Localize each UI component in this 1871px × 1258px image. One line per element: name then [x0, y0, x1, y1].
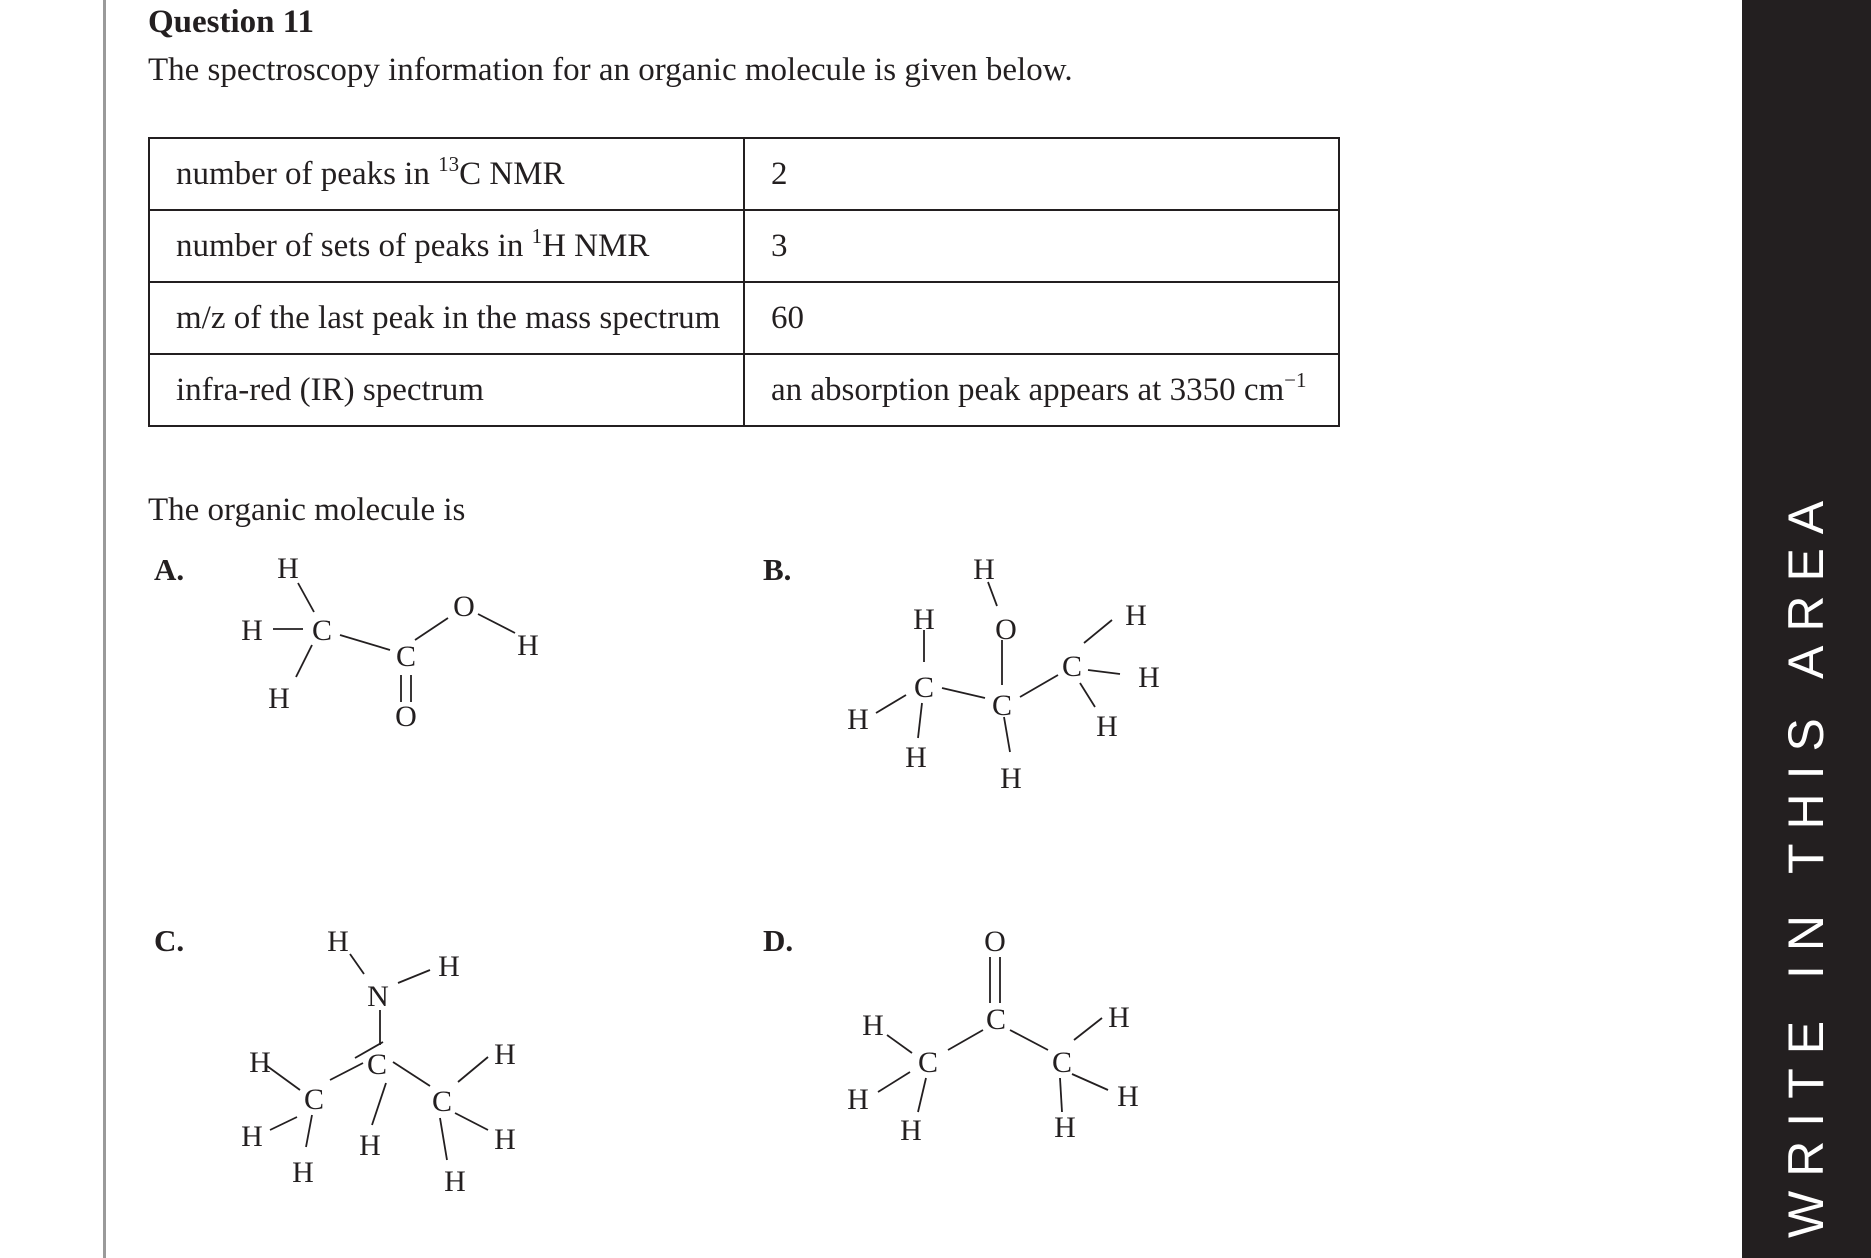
atom-label: H [905, 741, 927, 774]
atom-label: C [366, 1048, 388, 1081]
atom-label: H [359, 1129, 381, 1162]
atom-label: H [241, 1120, 263, 1153]
option-b-label[interactable]: B. [763, 552, 792, 587]
atom-label: H [438, 950, 460, 983]
atom-label: C [311, 614, 333, 647]
atom-label: H [292, 1156, 314, 1189]
atom-label: H [1000, 762, 1022, 795]
atom-label: H [1138, 661, 1160, 694]
atom-label: H [1096, 710, 1118, 743]
atom-label: C [991, 689, 1013, 722]
atom-label: H [517, 629, 539, 662]
row-value: 2 [744, 138, 1339, 210]
option-c-label[interactable]: C. [154, 923, 185, 958]
atom-label: C [1051, 1046, 1073, 1079]
molecule-c-structure[interactable] [241, 925, 516, 1198]
atom-label: H [1054, 1111, 1076, 1144]
atom-label: C [913, 671, 935, 704]
atom-label: O [995, 613, 1017, 646]
atom-label: H [862, 1009, 884, 1042]
atom-label: O [984, 925, 1006, 958]
row-label: infra-red (IR) spectrum [149, 354, 744, 426]
atom-label: C [985, 1003, 1007, 1036]
row-value: 3 [744, 210, 1339, 282]
molecule-b-structure[interactable] [847, 553, 1160, 795]
molecule-a-structure[interactable] [241, 552, 539, 733]
atom-label: H [1108, 1001, 1130, 1034]
question-intro: The spectroscopy information for an organic molecule is given below. [148, 52, 1073, 88]
atom-label: O [395, 700, 417, 733]
atom-label: H [444, 1165, 466, 1198]
atom-label: H [241, 614, 263, 647]
question-title: Question 11 [148, 4, 314, 40]
atom-label: H [268, 682, 290, 715]
molecule-d-structure[interactable] [847, 925, 1139, 1147]
atom-label: H [1125, 599, 1147, 632]
row-label: number of sets of peaks in $^1$H NMR [149, 210, 744, 282]
atom-label: N [367, 980, 389, 1013]
option-a-label[interactable]: A. [154, 552, 185, 587]
atom-label: H [913, 603, 935, 636]
row-value: 60 [744, 282, 1339, 354]
atom-label: C [917, 1046, 939, 1079]
atom-label: H [494, 1038, 516, 1071]
atom-label: H [900, 1114, 922, 1147]
atom-label: H [277, 552, 299, 585]
atom-label: C [431, 1085, 453, 1118]
atom-label: H [494, 1123, 516, 1156]
option-d-label[interactable]: D. [763, 923, 794, 958]
row-value: an absorption peak appears at 3350 $cm^{-1}$ [744, 354, 1339, 426]
atom-label: C [303, 1083, 325, 1116]
write-in-this-area-banner: WRITE IN THIS AREA [1778, 486, 1834, 1238]
atom-label: H [847, 1083, 869, 1116]
atom-label: H [249, 1046, 271, 1079]
answer-prompt: The organic molecule is [148, 492, 466, 528]
atom-label: H [327, 925, 349, 958]
atom-label: C [1061, 650, 1083, 683]
atom-label: C [395, 640, 417, 673]
atom-label: H [973, 553, 995, 586]
atom-label: H [1117, 1080, 1139, 1113]
row-label: m/z of the last peak in the mass spectrum [149, 282, 744, 354]
atom-label: H [847, 703, 869, 736]
atom-label: O [453, 590, 475, 623]
row-label: number of peaks in $^{13}$C NMR [149, 138, 744, 210]
